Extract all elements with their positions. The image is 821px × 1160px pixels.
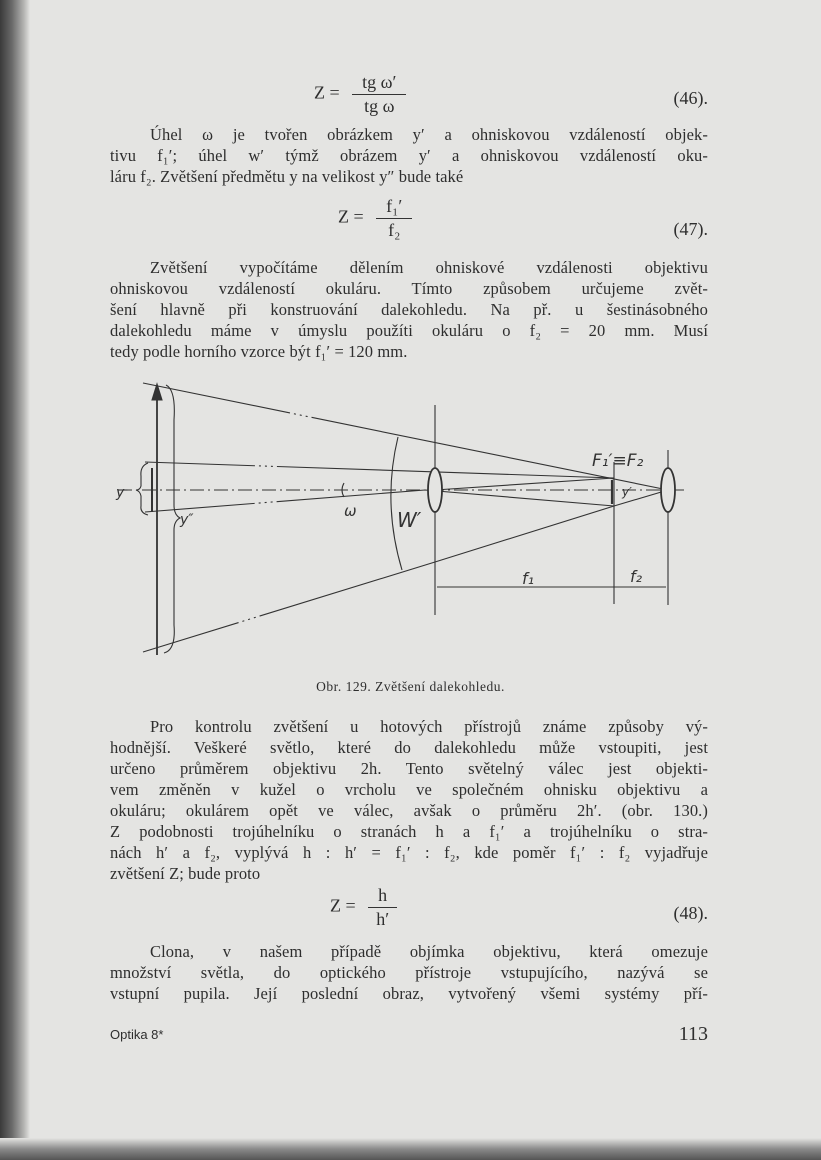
eq-lhs: Z = [330,895,356,916]
fraction [368,885,397,930]
label-y: y [116,485,125,501]
eq-lhs: Z = [314,82,340,103]
denominator: tg ω [364,96,395,116]
text-line: určeno průměrem objektivu 2h. Tento světelný válec jest objekti- [110,759,708,778]
text-line: Pro kontrolu zvětšení u hotových přístrojů známe způsoby vý- [150,717,708,736]
text-line: vem změněn v kužel o vrcholu ve společném ohnisku objektivu a [110,780,708,799]
denominator: f₂ [388,220,401,240]
page-number: 113 [678,1023,708,1045]
text-line: hodnější. Veškeré světlo, které do dalekohledu může vstoupiti, jest [110,738,708,757]
equation-number: (47). [673,219,708,239]
ray-top [143,383,668,490]
brace-y2 [164,385,180,653]
scan-edge-shadow [0,1138,821,1160]
numerator: h [368,885,397,908]
equation-number: (46). [673,88,708,108]
numerator: f₁′ [376,196,412,219]
arc-omega-prime [391,437,402,570]
text-line: Zvětšení vypočítáme dělením ohniskové vzdálenosti objektivu [150,258,708,277]
label-focus: F₁′≡F₂ [592,451,644,471]
label-omega-prime: W′ [397,508,422,532]
label-f2: f₂ [630,567,643,586]
equation-number: (48). [673,903,708,923]
text-line: tivu f₁′; úhel w′ týmž obrázem y′ a ohniskovou vzdáleností oku- [110,146,708,165]
text-line: zvětšení Z; bude proto [110,864,261,883]
label-f1: f₁ [522,569,535,588]
text-line: ohniskovou vzdáleností okuláru. Tímto způsobem určujeme zvět- [110,279,708,298]
text-line: tedy podle horního vzorce být f₁′ = 120 mm. [110,342,408,361]
denominator: h′ [376,909,390,929]
brace-y [136,463,148,515]
signature-mark: Optika 8* [110,1027,164,1042]
text-line: Z podobnosti trojúhelníku o stranách h a f₁′ a trojúhelníku o stra- [110,822,708,841]
text-line: vstupní pupila. Její poslední obraz, vytvořený všemi systémy pří- [110,984,708,1003]
figure-caption: Obr. 129. Zvětšení dalekohledu. [316,679,505,694]
eyepiece-lens [661,468,675,512]
ray-inner-bottom [145,490,614,512]
text-line: dalekohledu máme v úmyslu použíti okuláru o f₂ = 20 mm. Musí [110,321,708,340]
eq-lhs: Z = [338,206,364,227]
label-y1: y′ [622,485,632,499]
text-line: nách h′ a f₂, vyplývá h : h′ = f₁′ : f₂, kde poměr f₁′ : f₂ vyjadřuje [110,843,708,862]
text-line: množství světla, do optického přístroje vstupujícího, nazývá se [110,963,708,982]
text-line: šení hlavně při konstruování dalekohledu. Na př. u šestinásobného [110,300,708,319]
text-line: okuláru; okulárem opět ve válec, avšak o průměru 2h′. (obr. 130.) [110,801,708,820]
numerator: tg ω′ [352,72,406,95]
label-omega: ω [344,502,357,520]
label-y2: y″ [180,512,194,528]
text-line: láru f₂. Zvětšení předmětu y na velikost y″ bude také [110,167,464,186]
ray-center [435,478,614,490]
text-line: Clona, v našem případě objímka objektivu, která omezuje [150,942,708,961]
equation-48 [330,885,397,930]
objective-lens [428,468,442,512]
text-line: Úhel ω je tvořen obrázkem y′ a ohniskovou vzdáleností objek- [150,125,708,144]
